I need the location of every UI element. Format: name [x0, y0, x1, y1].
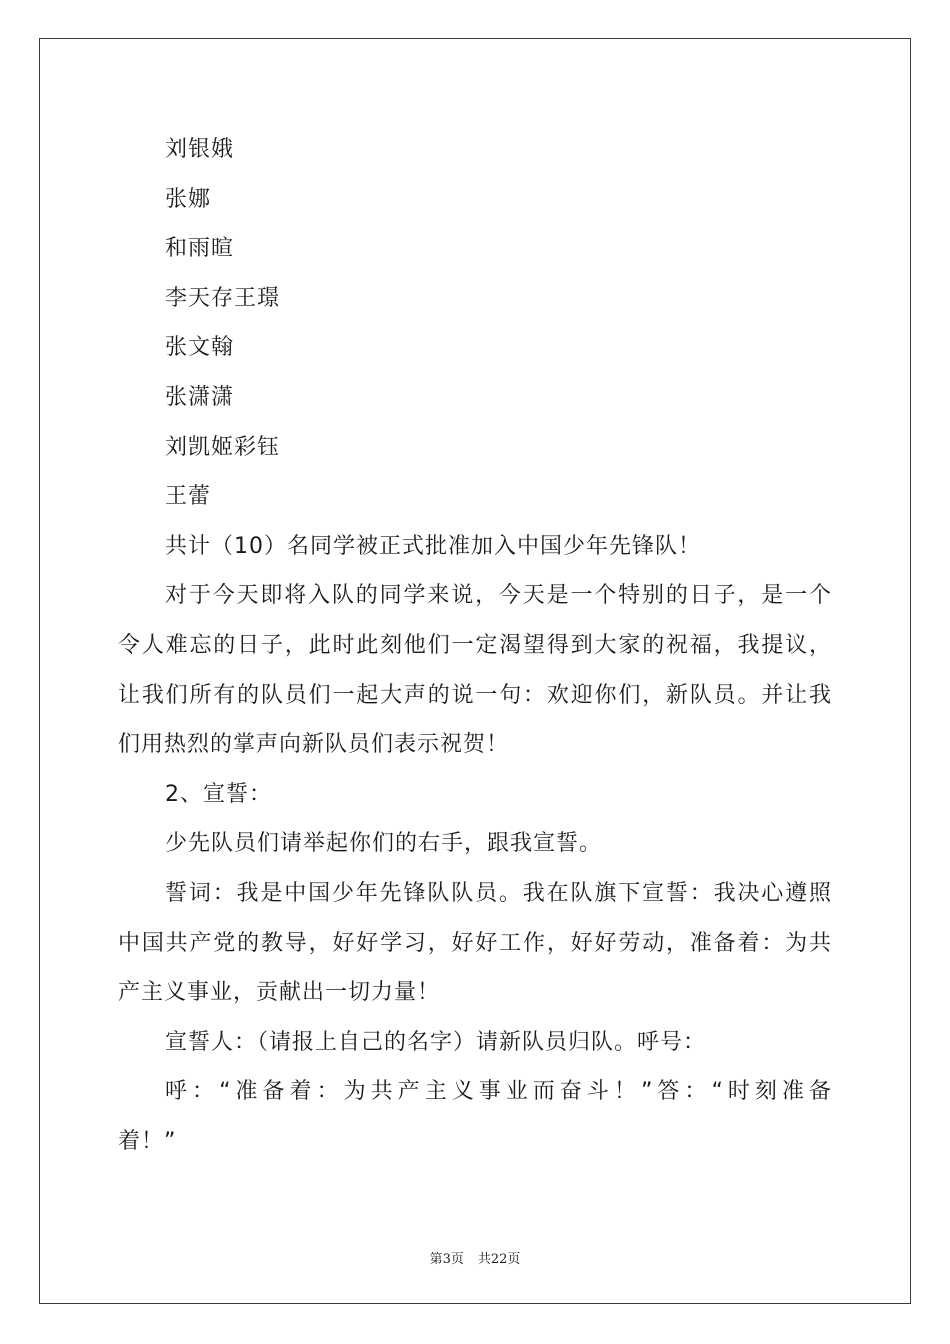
text-line: 和雨暄: [165, 236, 235, 262]
text-line: 张文翰: [165, 335, 235, 361]
text-line: 呼：“准备着：为共产主义事业而奋斗！”答：“时刻准备: [165, 1079, 832, 1105]
text-line: 共计（10）名同学被正式批准加入中国少年先锋队！: [165, 533, 701, 559]
text-line: 少先队员们请举起你们的右手，跟我宣誓。: [165, 831, 603, 857]
text-line: 2、宣誓：: [165, 781, 272, 807]
text-line: 王蕾: [165, 484, 212, 510]
text-line: 们用热烈的掌声向新队员们表示祝贺！: [118, 732, 510, 758]
page-footer: [0, 1248, 950, 1267]
page-number: 第3页: [429, 1252, 464, 1267]
text-line: 誓词：我是中国少年先锋队队员。我在队旗下宣誓：我决心遵照: [165, 880, 832, 906]
text-line: 令人难忘的日子，此时此刻他们一定渴望得到大家的祝福，我提议，: [118, 632, 832, 658]
text-line: 刘银娥: [165, 137, 235, 162]
text-line: 中国共产党的教导，好好学习，好好工作，好好劳动，准备着：为共: [118, 930, 832, 956]
text-line: 让我们所有的队员们一起大声的说一句：欢迎你们，新队员。并让我: [118, 682, 832, 708]
text-line: 产主义事业，贡献出一切力量！: [118, 980, 441, 1006]
page-total: 共22页: [477, 1252, 521, 1267]
text-line: 张娜: [165, 186, 212, 212]
document-body: [118, 125, 832, 1166]
text-line: 对于今天即将入队的同学来说，今天是一个特别的日子，是一个: [165, 583, 832, 609]
text-line: 刘凯姬彩钰: [165, 434, 281, 460]
text-line: 宣誓人：（请报上自己的名字）请新队员归队。呼号：: [165, 1029, 707, 1055]
text-line: 张潇潇: [165, 384, 235, 410]
text-line: 着！”: [118, 1128, 177, 1154]
text-line: 李天存王璟: [165, 285, 281, 311]
